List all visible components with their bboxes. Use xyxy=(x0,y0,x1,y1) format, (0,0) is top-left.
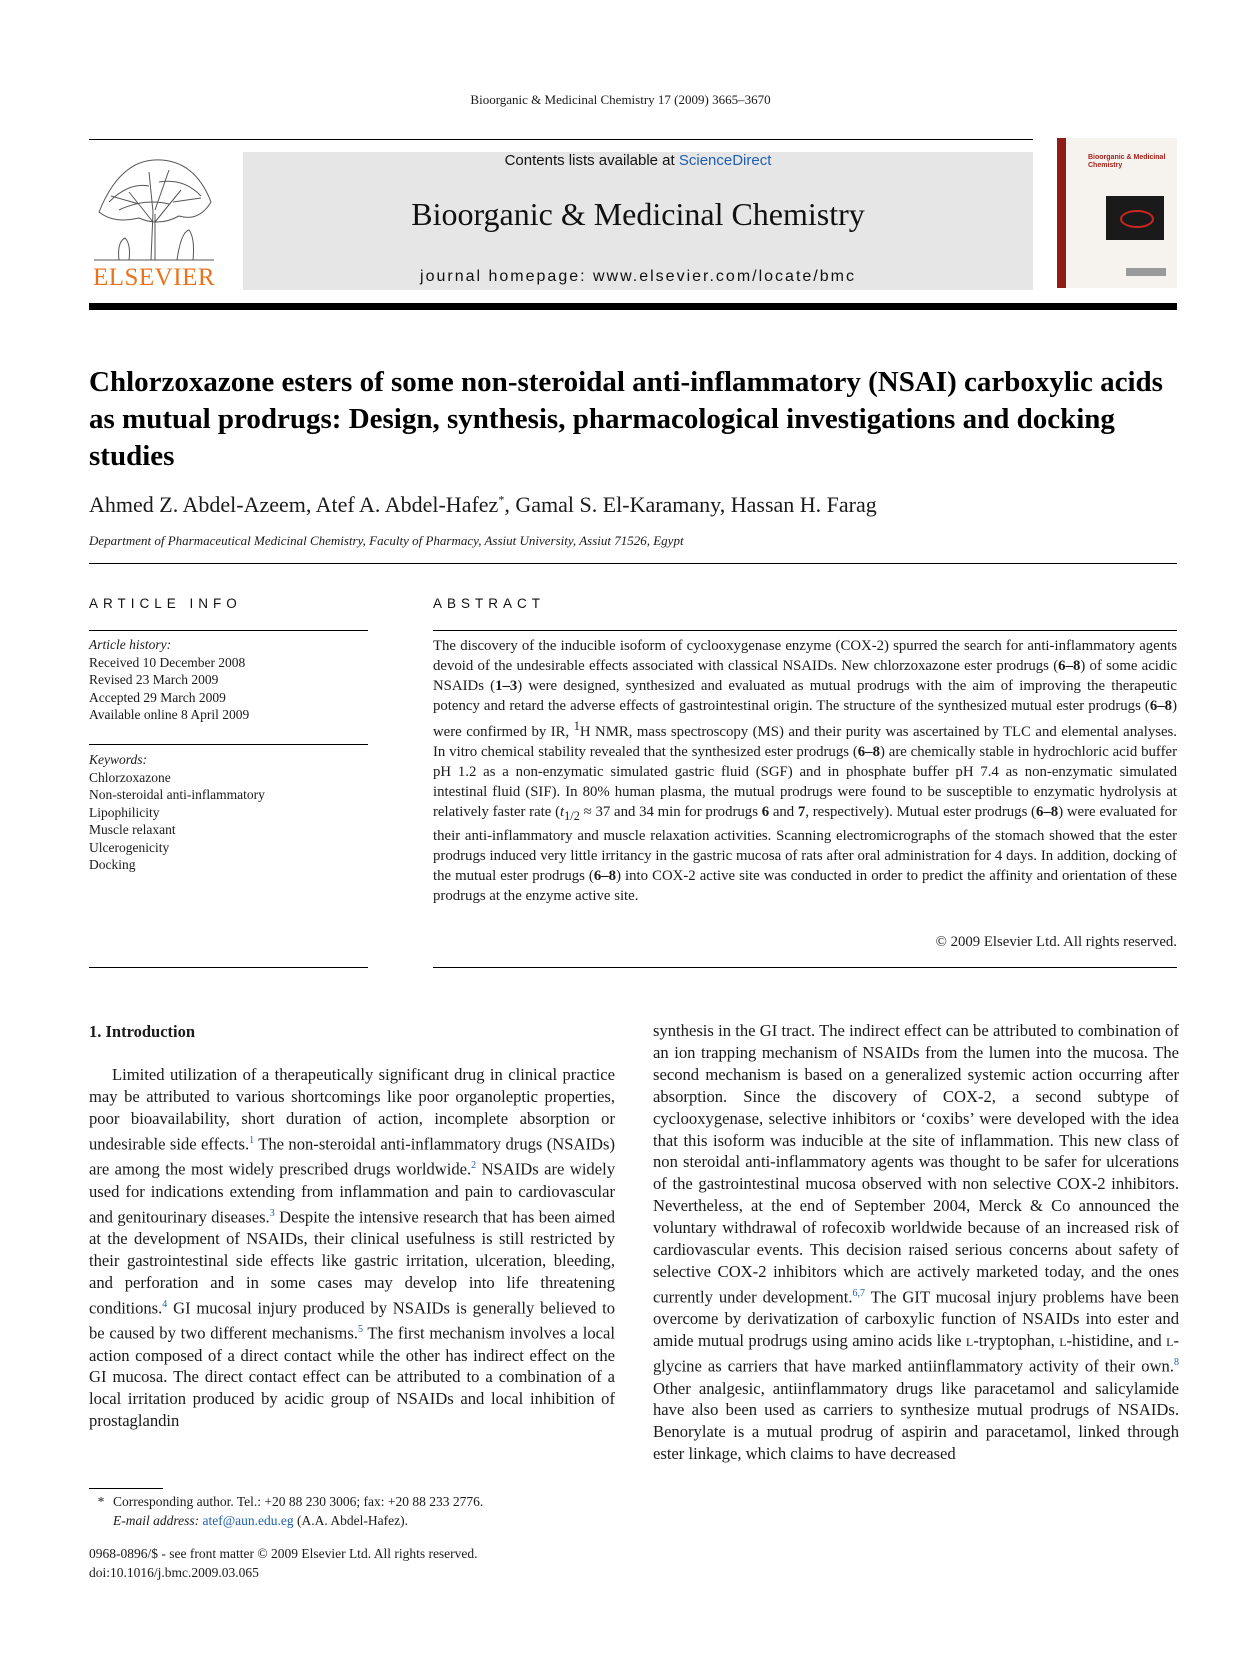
introduction-heading: 1. Introduction xyxy=(89,1022,196,1041)
authors-rest: , Gamal S. El-Karamany, Hassan H. Farag xyxy=(504,492,877,517)
footnote-rule xyxy=(89,1488,163,1489)
article-info-end-rule xyxy=(89,967,368,968)
corresponding-author-mark[interactable]: * xyxy=(498,492,505,507)
history-item: Revised 23 March 2009 xyxy=(89,672,219,687)
affiliation: Department of Pharmaceutical Medicinal Chemistry, Faculty of Pharmacy, Assiut University, Assiut 71526, Egypt xyxy=(89,533,684,548)
body-column-right: synthesis in the GI tract. The indirect effect can be attributed to combination of an ion trapping mechanism of NSAIDs from the lumen into the mucosa. The second mechanism is based on a generalized systemic action occurring after absorption. Since the discovery of COX-2, a second subtype of cyclooxygenase, selective inhibitors or ‘coxibs’ were developed with the idea that this isoform was inducible at the site of inflammation. This new class of non steroidal anti-inflammatory agents was thought to be safer for ulcerations of the gastrointestinal mucosa observed with non selective COX-2 inhibitors. Nevertheless, at the end of September 2004, Merck & Co announced the voluntary withdrawal of rofecoxib worldwide because of an increased risk of cardiovascular events. This decision raised serious concerns about safety of selective COX-2 inhibitors which are actively marketed today, and the ones currently under development.$^{6,7}$ The GIT mucosal injury problems have been overcome by derivatization of carboxylic function of NSAIDs into ester and amide mutual prodrugs using amino acids like l-tryptophan, l-histidine, and l-glycine as carriers that have marked antiinflammatory activity of their own.$^8$ Other analgesic, antiinflammatory drugs like paracetamol and salicylamide have also been used as carriers to synthesize mutual prodrugs of NSAIDs. Benorylate is a mutual prodrug of aspirin and paracetamol, linked through ester linkage, which claims to have decreased xyxy=(653,1021,1180,1464)
journal-cover-thumbnail[interactable] xyxy=(1057,138,1177,288)
elsevier-logo[interactable] xyxy=(89,152,219,292)
contents-line xyxy=(243,152,1033,169)
header-rule xyxy=(89,139,1033,140)
history-item: Available online 8 April 2009 xyxy=(89,707,250,722)
history-label: Article history: xyxy=(89,637,172,652)
keywords-rule xyxy=(89,744,368,745)
keywords-label: Keywords: xyxy=(89,752,147,767)
journal-citation: Bioorganic & Medicinal Chemistry 17 (2009) 3665–3670 xyxy=(470,92,771,107)
email-label: E-mail address: xyxy=(113,1512,203,1528)
keyword-item: Ulcerogenicity xyxy=(89,839,170,855)
history-item: Received 10 December 2008 xyxy=(89,654,246,670)
article-title: Chlorzoxazone esters of some non-steroidal anti-inflammatory (NSAI) carboxylic acids as mutual prodrugs: Design, synthesis, pharmacological investigations and docking studies xyxy=(89,366,1163,472)
body-column-left: Limited utilization of a therapeutically significant drug in clinical practice may be attributed to various shortcomings like poor organoleptic properties, poor bioavailability, short duration of action, incomplete absorption or undesirable side effects.$^1$ The non-steroidal anti-inflammatory drugs (NSAIDs) are among the most widely prescribed drugs worldwide.$^2$ NSAIDs are widely used for indications extending from inflammation and pain to cardiovascular and genitourinary diseases.$^3$ Despite the intensive research that has been aimed at the development of NSAIDs, their clinical usefulness is still restricted by their gastrointestinal side effects like gastric irritation, ulceration, bleeding, and perforation and in some cases may develop into life threatening conditions.$^4$ GI mucosal injury produced by NSAIDs is generally believed to be caused by two different mechanisms.$^5$ The first mechanism involves a local action composed of a direct contact while the other has indirect effect on the GI mucosa. The direct contact effect can be attributed to a combination of a local irritation produced by acidic group of NSAIDs and local inhibition of prostaglandin xyxy=(89,1065,615,1431)
contents-prefix: Contents lists available at xyxy=(504,152,679,169)
author-list xyxy=(89,492,1179,518)
footnote-text: Corresponding author. Tel.: +20 88 230 3006; fax: +20 88 233 2776. xyxy=(113,1494,484,1509)
abstract-copyright: © 2009 Elsevier Ltd. All rights reserved. xyxy=(935,934,1177,950)
elsevier-wordmark: ELSEVIER xyxy=(92,264,216,291)
corresponding-author-footnote: * Corresponding author. Tel.: +20 88 230 3006; fax: +20 88 233 2776. E-mail address: atef@aun.edu.eg (A.A. Abdel-Hafez). xyxy=(89,1493,615,1530)
footnote-star: * xyxy=(97,1494,105,1509)
article-history xyxy=(89,636,368,724)
abstract-end-rule xyxy=(433,967,1177,968)
author-email-link[interactable]: atef@aun.edu.eg xyxy=(202,1512,294,1528)
journal-name: Bioorganic & Medicinal Chemistry xyxy=(411,196,865,232)
reference-link[interactable]: 6,7 xyxy=(852,1287,865,1299)
keyword-item: Lipophilicity xyxy=(89,804,160,820)
cover-footer-mark xyxy=(1126,268,1166,276)
history-item: Accepted 29 March 2009 xyxy=(89,689,226,705)
journal-banner xyxy=(243,152,1033,290)
sciencedirect-link[interactable]: ScienceDirect xyxy=(678,152,772,169)
article-info-heading: ARTICLE INFO xyxy=(89,596,242,611)
keyword-item: Docking xyxy=(89,857,136,872)
abstract-heading: ABSTRACT xyxy=(433,596,546,611)
journal-homepage[interactable]: journal homepage: www.elsevier.com/locate/bmc xyxy=(420,268,856,285)
doi-link[interactable]: doi:10.1016/j.bmc.2009.03.065 xyxy=(89,1564,259,1580)
cover-image xyxy=(1106,196,1164,240)
reference-link[interactable]: 8 xyxy=(1174,1357,1179,1369)
keyword-item: Chlorzoxazone xyxy=(89,769,171,785)
keywords xyxy=(89,751,368,874)
reference-link[interactable]: 5 xyxy=(357,1324,363,1336)
keyword-item: Non-steroidal anti-inflammatory xyxy=(89,787,265,802)
reference-link[interactable]: 1 xyxy=(249,1134,255,1146)
page-footer xyxy=(89,1545,615,1582)
reference-link[interactable]: 2 xyxy=(471,1160,477,1172)
issn-line: 0968-0896/$ - see front matter © 2009 Elsevier Ltd. All rights reserved. xyxy=(89,1546,478,1561)
article-info-rule xyxy=(89,630,368,631)
keyword-item: Muscle relaxant xyxy=(89,822,176,837)
abstract-rule xyxy=(433,630,1177,631)
authors-first: Ahmed Z. Abdel-Azeem, Atef A. Abdel-Hafez xyxy=(89,492,499,517)
reference-link[interactable]: 4 xyxy=(162,1298,168,1310)
section-rule xyxy=(89,563,1177,564)
header-thick-rule xyxy=(89,303,1177,310)
cover-title: Bioorganic & Medicinal Chemistry xyxy=(1088,154,1166,169)
abstract-text: The discovery of the inducible isoform of cyclooxygenase enzyme (COX-2) spurred the search for anti-inflammatory agents devoid of the undesirable effects associated with classical NSAIDs. New chlorzoxazone ester prodrugs (6–8) of some acidic NSAIDs (1–3) were designed, synthesized and evaluated as mutual prodrugs with the aim of improving the therapeutic potency and retard the adverse effects of gastrointestinal origin. The structure of the synthesized mutual ester prodrugs (6–8) were confirmed by IR, $^1$H NMR, mass spectroscopy (MS) and their purity was ascertained by TLC and elemental analyses. In vitro chemical stability revealed that the synthesized ester prodrugs (6–8) are chemically stable in hydrochloric acid buffer pH 1.2 as a non-enzymatic simulated gastric fluid (SGF) and in phosphate buffer pH 7.4 as non-enzymatic simulated intestinal fluid (SIF). In 80% human plasma, the mutual prodrugs were found to be susceptible to enzymatic hydrolysis at relatively faster rate ($t_{1/2} \approx 37$ and 34 min for prodrugs 6 and 7, respectively). Mutual ester prodrugs (6–8) were evaluated for their anti-inflammatory and muscle relaxation activities. Scanning electromicrographs of the stomach showed that the ester prodrugs induced very little irritancy in the gastric mucosa of rats after oral administration for 4 days. In addition, docking of the mutual ester prodrugs (6–8) into COX-2 active site was conducted in order to predict the affinity and orientation of these prodrugs at the enzyme active site. xyxy=(433,638,1177,904)
reference-link[interactable]: 3 xyxy=(269,1207,275,1219)
tree-icon xyxy=(89,152,219,264)
